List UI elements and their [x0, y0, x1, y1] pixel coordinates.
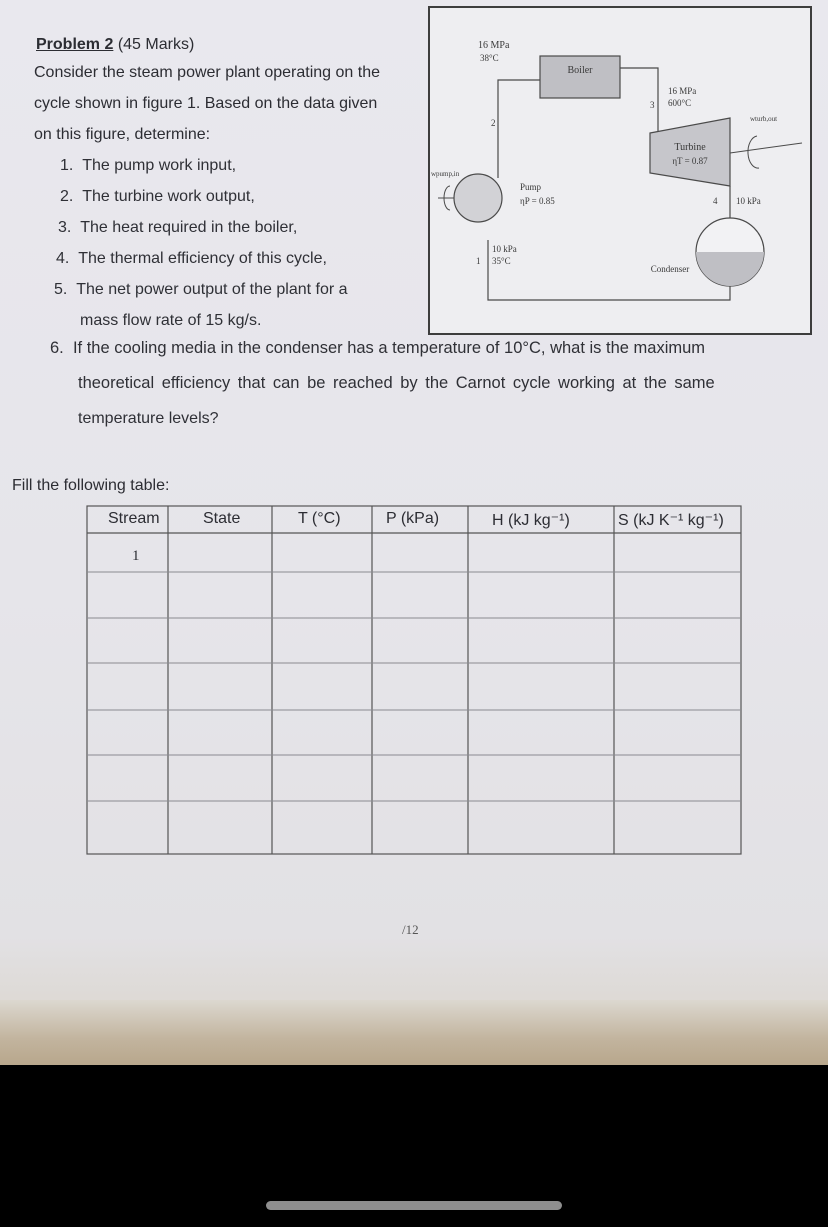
turbine-shaft [730, 143, 802, 153]
pump-shape [454, 174, 502, 222]
state1-pressure: 10 kPa [492, 244, 517, 254]
turbine-work-label: wturb,out [750, 115, 778, 123]
row-lines [87, 572, 741, 801]
pump-label: Pump [520, 182, 542, 192]
pump-work-label: wpump,in [431, 170, 460, 178]
table-cell-stream-1: 1 [132, 548, 140, 564]
state3-pressure: 16 MPa [668, 86, 697, 96]
state4-label: 4 [713, 196, 718, 206]
condenser-label: Condenser [650, 264, 690, 274]
col-header-state: State [203, 510, 241, 527]
boiler-box [540, 56, 620, 98]
boiler-label: Boiler [567, 65, 593, 76]
intro-line-2: cycle shown in figure 1. Based on the data given [34, 95, 378, 112]
col-header-temperature: T (°C) [298, 510, 341, 527]
home-indicator-bar[interactable] [266, 1201, 562, 1210]
turbine-label: Turbine [674, 142, 706, 153]
fill-table-grid [86, 505, 742, 855]
col-header-stream: Stream [108, 510, 160, 527]
problem-heading [36, 36, 194, 54]
question-1: 1. The pump work input, [60, 157, 237, 174]
turbine-efficiency: ηT = 0.87 [672, 156, 708, 166]
table-border [87, 506, 741, 854]
page-number: /12 [402, 922, 419, 937]
condenser-liquid [696, 252, 764, 286]
state3-label: 3 [650, 100, 655, 110]
problem-title: Problem 2 [36, 36, 114, 53]
turbine-coupling [748, 136, 759, 168]
question-5: 5. The net power output of the plant for a [54, 281, 348, 298]
pipe-pump-to-boiler [498, 80, 540, 178]
state3-temperature: 600°C [668, 98, 692, 108]
state4-pressure: 10 kPa [736, 196, 761, 206]
state2-pressure: 16 MPa [478, 40, 510, 51]
question-5-cont: mass flow rate of 15 kg/s. [80, 312, 262, 329]
question-2: 2. The turbine work output, [60, 188, 255, 205]
desk-edge [0, 1000, 828, 1065]
intro-line-3: on this figure, determine: [34, 126, 211, 143]
question-6: 6. If the cooling media in the condenser has a temperature of 10°C, what is the maximum [50, 339, 706, 357]
col-header-enthalpy: H (kJ kg⁻¹) [492, 512, 570, 529]
question-6-cont-1: theoretical efficiency that can be reached by the Carnot cycle working at the same [78, 374, 715, 392]
col-header-entropy: S (kJ K⁻¹ kg⁻¹) [618, 512, 724, 529]
problem-marks: (45 Marks) [117, 36, 195, 53]
question-6-cont-2: temperature levels? [78, 410, 219, 427]
rankine-cycle-figure [428, 6, 812, 335]
pipe-condenser-to-pump [488, 240, 730, 300]
question-4: 4. The thermal efficiency of this cycle, [56, 250, 327, 267]
col-header-pressure: P (kPa) [386, 510, 440, 527]
state2-label: 2 [491, 118, 496, 128]
state1-label: 1 [476, 256, 481, 266]
cycle-diagram [430, 8, 810, 333]
pump-efficiency: ηP = 0.85 [520, 196, 555, 206]
state2-temperature: 38°C [480, 53, 499, 63]
intro-line-1: Consider the steam power plant operating on the [34, 64, 380, 81]
question-3: 3. The heat required in the boiler, [58, 219, 298, 236]
state1-temperature: 35°C [492, 256, 511, 266]
table-instruction: Fill the following table: [12, 477, 170, 494]
